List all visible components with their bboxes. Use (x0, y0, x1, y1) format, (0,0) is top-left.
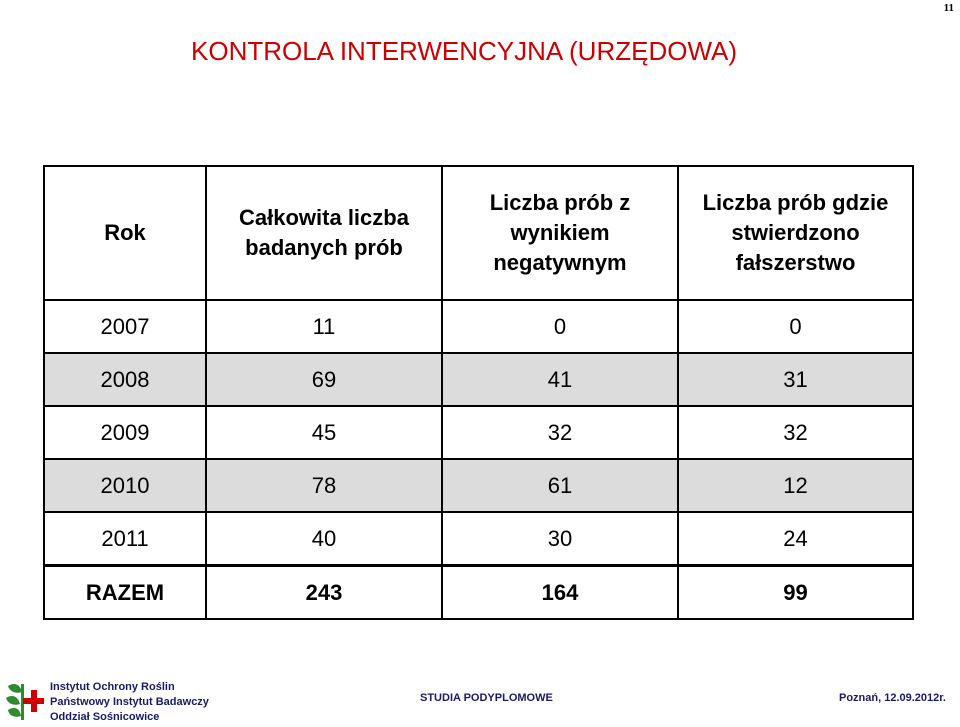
cell-total: 69 (206, 353, 442, 406)
total-negative: 164 (442, 566, 678, 620)
cell-year: 2010 (44, 459, 206, 512)
cell-fraud: 24 (678, 512, 913, 566)
table-row (44, 512, 913, 566)
place-date: Poznań, 12.09.2012r. (838, 692, 946, 704)
total-label: RAZEM (44, 566, 206, 620)
plant-cross-logo-icon (4, 680, 44, 722)
table-total-row (44, 566, 913, 620)
cell-fraud: 31 (678, 353, 913, 406)
cell-fraud: 12 (678, 459, 913, 512)
cell-negative: 30 (442, 512, 678, 566)
cell-negative: 0 (442, 300, 678, 353)
header-negative-samples-label: Liczba prób z wynikiem negatywnym (489, 190, 631, 275)
header-fraud-samples-label: Liczba prób gdzie stwierdzono fałszerstwo (702, 190, 889, 275)
cell-year: 2009 (44, 406, 206, 459)
slide-title: KONTROLA INTERWENCYJNA (URZĘDOWA) (191, 36, 738, 66)
cell-year: 2011 (44, 512, 206, 566)
cell-total: 78 (206, 459, 442, 512)
header-year: Rok (44, 166, 206, 300)
table-row (44, 300, 913, 353)
results-table (43, 165, 914, 620)
total-samples: 243 (206, 566, 442, 620)
header-fraud-samples (678, 166, 913, 300)
institute-line-2: Państwowy Instytut Badawczy (50, 696, 209, 708)
footer (0, 676, 960, 724)
cell-fraud: 32 (678, 406, 913, 459)
cell-negative: 41 (442, 353, 678, 406)
cell-year: 2008 (44, 353, 206, 406)
page-number: 11 (943, 2, 954, 14)
cell-year: 2007 (44, 300, 206, 353)
cell-total: 11 (206, 300, 442, 353)
cell-negative: 61 (442, 459, 678, 512)
header-total-samples (206, 166, 442, 300)
header-negative-samples (442, 166, 678, 300)
institute-line-1: Instytut Ochrony Roślin (50, 681, 175, 693)
cell-total: 40 (206, 512, 442, 566)
institute-name (50, 680, 209, 725)
table-row (44, 353, 913, 406)
total-fraud: 99 (678, 566, 913, 620)
cell-fraud: 0 (678, 300, 913, 353)
institute-line-3: Oddział Sośnicowice (50, 711, 160, 723)
header-total-samples-label: Całkowita liczba badanych prób (239, 205, 409, 260)
cell-negative: 32 (442, 406, 678, 459)
program-name: STUDIA PODYPLOMOWE (420, 692, 553, 704)
table-row (44, 459, 913, 512)
cell-total: 45 (206, 406, 442, 459)
table-row (44, 406, 913, 459)
table-header-row (44, 166, 913, 300)
